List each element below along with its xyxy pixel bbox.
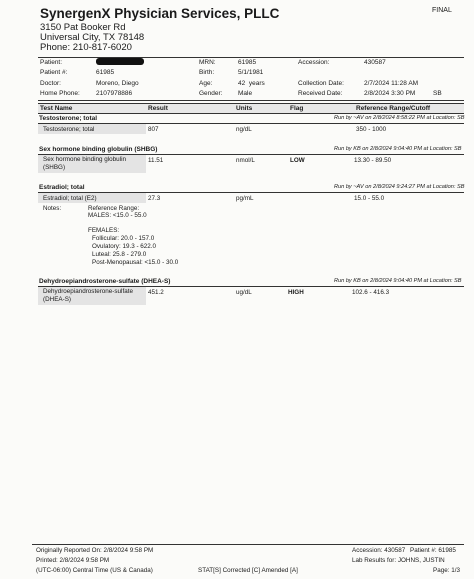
- gender-value: Male: [238, 90, 253, 97]
- notes-label: Notes:: [43, 205, 62, 212]
- notes-ovulatory: Ovulatory: 19.3 - 622.0: [92, 243, 157, 250]
- units-estradiol: pg/mL: [236, 195, 254, 202]
- patient-label: Patient:: [40, 59, 63, 66]
- company-name: SynergenX Physician Services, PLLC: [40, 6, 280, 21]
- col-test-name: Test Name: [40, 105, 73, 112]
- birth-label: Birth:: [199, 69, 215, 76]
- received-date: 2/8/2024 3:30 PM: [364, 90, 416, 97]
- notes-females: FEMALES:: [88, 227, 120, 234]
- status-legend: STAT[S] Corrected [C] Amended [A]: [198, 567, 298, 574]
- age-label: Age:: [199, 80, 213, 87]
- section-title-shbg: Sex hormone binding globulin (SHBG): [39, 146, 158, 153]
- section-title-testosterone: Testosterone; total: [39, 115, 98, 122]
- units-dheas: ug/dL: [236, 289, 252, 296]
- reference-shbg: 13.30 - 89.50: [354, 157, 392, 164]
- units-shbg: nmol/L: [236, 157, 255, 164]
- originally-reported: Originally Reported On: 2/8/2024 9:58 PM: [36, 547, 154, 554]
- test-name-dheas-line1: Dehydroepiandrosterone-sulfate: [43, 288, 133, 295]
- test-name-dheas-line2: (DHEA-S): [43, 296, 71, 303]
- footer-patient-number: Patient #: 61985: [410, 547, 456, 554]
- notes-luteal: Luteal: 25.8 - 279.0: [92, 251, 147, 258]
- collection-date: 2/7/2024 11:28 AM: [364, 80, 419, 87]
- lab-results-for: Lab Results for: JOHNS, JUSTIN: [352, 557, 445, 564]
- col-flag: Flag: [290, 105, 304, 112]
- footer-accession: Accession: 430587: [352, 547, 406, 554]
- age-value: 42 years: [238, 80, 265, 87]
- received-by: SB: [433, 90, 442, 97]
- footer-divider: [32, 544, 464, 545]
- mrn-value: 61985: [238, 59, 257, 66]
- result-testosterone: 807: [148, 126, 159, 133]
- home-phone: 2107978886: [96, 90, 133, 97]
- run-by-testosterone: Run by ~AV on 2/8/2024 8:58:22 PM at Location: SB: [334, 115, 465, 121]
- run-by-estradiol: Run by ~AV on 2/8/2024 9:24:27 PM at Location: SB: [334, 184, 465, 190]
- timezone: (UTC-06:00) Central Time (US & Canada): [36, 567, 153, 574]
- report-status: FINAL: [432, 7, 452, 14]
- birth-date: 5/1/1981: [238, 69, 264, 76]
- redacted-patient-name: [96, 58, 144, 65]
- page-number: Page: 1/3: [433, 567, 460, 574]
- doctor-name: Moreno, Diego: [96, 80, 139, 87]
- doctor-label: Doctor:: [40, 80, 61, 87]
- reference-estradiol: 15.0 - 55.0: [354, 195, 385, 202]
- notes-males: MALES: <15.0 - 55.0: [88, 212, 147, 219]
- notes-postmenopausal: Post-Menopausal: <15.0 - 30.0: [92, 259, 179, 266]
- notes-reference-heading: Reference Range:: [88, 205, 140, 212]
- test-name-shbg-line1: Sex hormone binding globulin: [43, 156, 126, 163]
- units-testosterone: ng/dL: [236, 126, 252, 133]
- gender-label: Gender:: [199, 90, 223, 97]
- flag-shbg: LOW: [290, 157, 305, 164]
- test-name-testosterone: Testosterone; total: [43, 126, 95, 133]
- accession-label: Accession:: [298, 59, 330, 66]
- section-title-estradiol: Estradiol; total: [39, 184, 85, 191]
- address-line-2: Universal City, TX 78148: [40, 32, 145, 43]
- reference-testosterone: 350 - 1000: [356, 126, 387, 133]
- collection-date-label: Collection Date:: [298, 80, 344, 87]
- home-phone-label: Home Phone:: [40, 90, 80, 97]
- reference-dheas: 102.6 - 416.3: [352, 289, 390, 296]
- notes-follicular: Follicular: 20.0 - 157.0: [92, 235, 155, 242]
- test-name-shbg-line2: (SHBG): [43, 164, 66, 171]
- col-result: Result: [148, 105, 168, 112]
- accession-value: 430587: [364, 59, 386, 66]
- run-by-shbg: Run by KB on 2/8/2024 9:04:40 PM at Location: SB: [334, 146, 462, 152]
- result-estradiol: 27.3: [148, 195, 161, 202]
- phone: Phone: 210-817-6020: [40, 42, 132, 53]
- col-reference: Reference Range/Cutoff: [356, 105, 431, 112]
- mrn-label: MRN:: [199, 59, 216, 66]
- test-name-estradiol: Estradiol; total (E2): [43, 195, 97, 202]
- result-shbg: 11.51: [148, 157, 164, 164]
- run-by-dheas: Run by KB on 2/8/2024 9:04:40 PM at Location: SB: [334, 278, 462, 284]
- printed-date: Printed: 2/8/2024 9:58 PM: [36, 557, 110, 564]
- patient-number: 61985: [96, 69, 115, 76]
- col-units: Units: [236, 105, 253, 112]
- results-table-header: [38, 103, 464, 114]
- received-date-label: Received Date:: [298, 90, 343, 97]
- patient-number-label: Patient #:: [40, 69, 68, 76]
- section-title-dheas: Dehydroepiandrosterone-sulfate (DHEA-S): [39, 278, 171, 285]
- flag-dheas: HIGH: [288, 289, 304, 296]
- address-line-1: 3150 Pat Booker Rd: [40, 22, 126, 33]
- result-dheas: 451.2: [148, 289, 164, 296]
